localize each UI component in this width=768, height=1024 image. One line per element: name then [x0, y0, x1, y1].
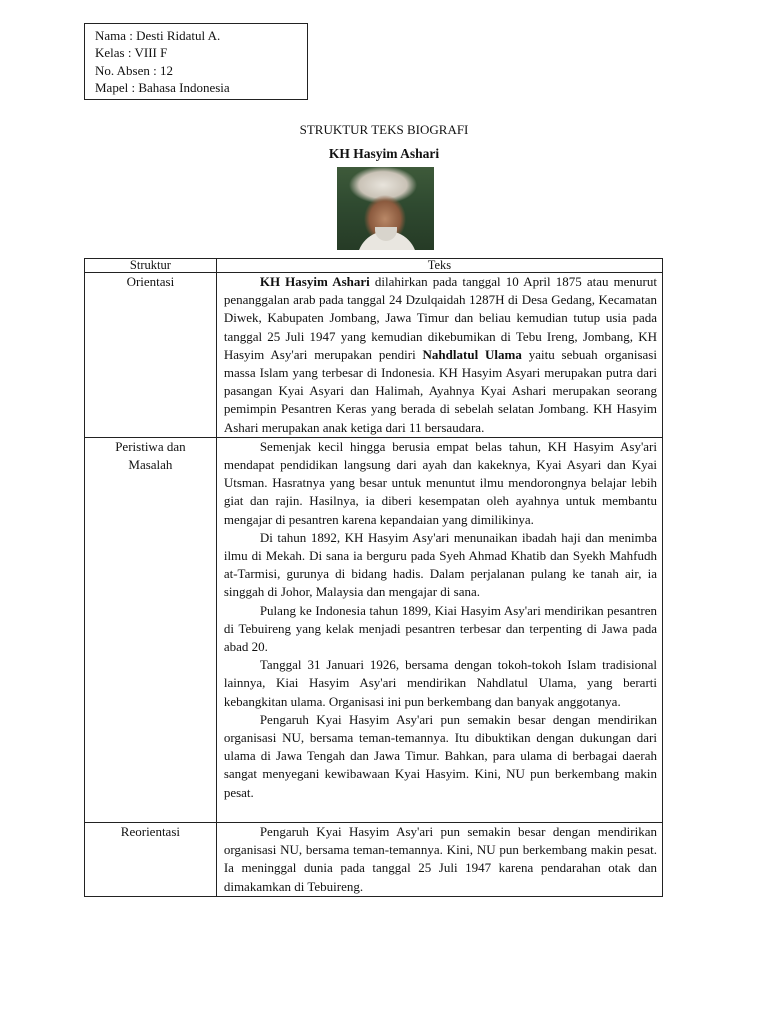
- subject: Mapel : Bahasa Indonesia: [95, 79, 230, 95]
- orientasi-org: Nahdlatul Ulama: [422, 346, 522, 362]
- document-title: STRUKTUR TEKS BIOGRAFI: [299, 122, 469, 137]
- header-text: Teks: [216, 259, 662, 273]
- peristiwa-paragraph-1: Semenjak kecil hingga berusia empat belas tahun, KH Hasyim Asy'ari mendapat pendidikan langsung dari ayah dan kakeknya, Kyai Asyari dan Kyai Utsman. Hasratnya yang besar untuk menuntut ilmu mendorongnya belajar lebih giat dan rajin. Hasilnya, ia diberi kesempatan oleh ayahnya untuk membantu mengajar di pesantren karena kepandaian yang dimilikinya.: [223, 438, 657, 527]
- orientasi-text-b: yaitu sebuah organisasi massa Islam yang terbesar di Indonesia. KH Hasyim Asyari merupakan putra dari pasangan Kyai Asyari dan Halimah, Ayahnya Kyai Ashari merupakan seorang pemimpin Pesantren Keras yang berada di sebelah selatan Jombang. KH Hasyim Ashari merupakan anak ketiga dari 11 bersaudara.: [223, 346, 657, 435]
- label-reorientasi: [85, 822, 217, 896]
- peristiwa-paragraph-2: Di tahun 1892, KH Hasyim Asy'ari menunaikan ibadah haji dan menimba ilmu di Mekah. Di sana ia berguru pada Syeh Ahmad Khatib dan Syekh Mahfudh at-Tarmisi, gurunya di bidang hadis. Dalam perjalanan pulang ke tanah air, ia singgah di Johor, Malaysia dan mengajar di sana.: [223, 529, 657, 600]
- label-peristiwa-line2: Masalah: [128, 457, 173, 473]
- portrait-photo: [337, 167, 434, 250]
- peristiwa-paragraph-5: Pengaruh Kyai Hasyim Asy'ari pun semakin besar dengan mendirikan organisasi NU, bersama teman-temannya. Itu dibuktikan dengan dukungan dari ulama di Jawa Tengah dan Jawa Timur. Bahkan, para ulama di berbagai daerah sangat menyegani kewibawaan Kyai Hasyim. Kini, NU pun berkembang makin pesat.: [223, 711, 657, 800]
- student-class: Kelas : VIII F: [95, 45, 168, 61]
- table-row-orientasi: [85, 273, 663, 438]
- text-reorientasi: [216, 822, 662, 896]
- label-reorientasi-text: Reorientasi: [120, 823, 181, 839]
- text-peristiwa: [216, 437, 662, 822]
- text-orientasi: [216, 273, 662, 438]
- table-header-row: [85, 259, 663, 273]
- label-orientasi: [85, 273, 217, 438]
- table-row-peristiwa: [85, 437, 663, 822]
- student-number: No. Absen : 12: [95, 62, 173, 78]
- biography-structure-table: [84, 258, 663, 897]
- student-name: Nama : Desti Ridatul A.: [95, 28, 221, 43]
- reorientasi-paragraph: Pengaruh Kyai Hasyim Asy'ari pun semakin besar dengan mendirikan organisasi NU, bersama teman-temannya. Kini, NU pun berkembang makin pesat. Ia meninggal dunia pada tanggal 25 Juli 1947 karena pendarahan otak dan dimakamkan di Tebuireng.: [223, 823, 657, 894]
- label-peristiwa-line1: Peristiwa dan: [115, 438, 186, 454]
- peristiwa-paragraph-4: Tanggal 31 Januari 1926, bersama dengan tokoh-tokoh Islam tradisional lainnya, Kiai Hasyim Asy'ari mendirikan Nahdlatul Ulama, yang berarti kebangkitan ulama. Organisasi ini pun berkembang dan banyak anggotanya.: [223, 657, 657, 709]
- peristiwa-paragraph-3: Pulang ke Indonesia tahun 1899, Kiai Hasyim Asy'ari mendirikan pesantren di Tebuireng yang kelak menjadi pesantren terbesar dan terpenting di Jawa pada abad 20.: [223, 602, 657, 655]
- document-subtitle: KH Hasyim Ashari: [328, 146, 440, 161]
- orientasi-text-a: dilahirkan pada tanggal 10 April 1875 atau menurut penanggalan arab pada tanggal 24 Dzulqaidah 1287H di Desa Gedang, Kecamatan Diwek, Kabupaten Jombang, Jawa Timur dan beliau kemudian tutup usia pada tanggal 25 Juli 1947 yang kemudian dikebumikan di Tebu Ireng, Jombang, KH Hasyim Asy'ari merupakan pendiri: [223, 274, 657, 362]
- table-row-reorientasi: [85, 822, 663, 896]
- label-orientasi-text: Orientasi: [126, 274, 175, 289]
- header-structure: Struktur: [85, 259, 217, 273]
- label-peristiwa: [85, 437, 217, 822]
- orientasi-paragraph: [217, 273, 662, 437]
- orientasi-name: KH Hasyim Ashari: [259, 274, 370, 289]
- student-info-box: [84, 23, 308, 100]
